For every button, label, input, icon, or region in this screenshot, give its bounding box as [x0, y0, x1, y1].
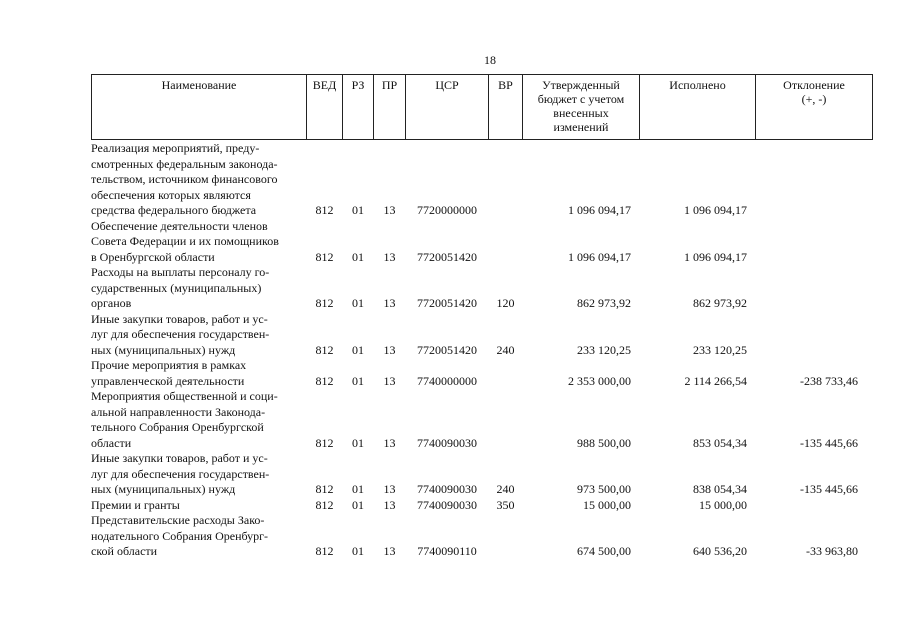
row-name-line: Совета Федерации и их помощников — [91, 234, 279, 248]
row-csr: 7740090030 — [417, 482, 477, 496]
row-pr: 13 — [383, 497, 396, 512]
header-vr: ВР — [488, 74, 523, 140]
row-csr: 7740090110 — [417, 544, 477, 558]
row-deviation: -33 963,80 — [806, 544, 858, 558]
row-name-line: Иные закупки товаров, работ и ус- — [91, 311, 268, 326]
row-rz: 01 — [352, 249, 364, 264]
row-name-line: ской области — [91, 544, 158, 558]
row-name-line: луг для обеспечения государствен- — [91, 466, 270, 481]
row-pr: 13 — [383, 249, 396, 264]
page-number: 18 — [484, 53, 496, 67]
row-deviation: -135 445,66 — [800, 435, 858, 450]
row-ved: 812 — [315, 544, 334, 558]
header-executed: Исполнено — [639, 74, 756, 140]
row-name-line: Премии и гранты — [91, 497, 180, 512]
row-name-line: обеспечения которых являются — [91, 187, 251, 202]
row-approved: 2 353 000,00 — [568, 373, 631, 388]
row-name — [91, 513, 313, 560]
header-pr: ПР — [373, 74, 406, 140]
row-pr: 13 — [383, 342, 396, 357]
row-deviation: -135 445,66 — [800, 482, 858, 496]
row-csr: 7720000000 — [417, 203, 477, 217]
row-ved: 812 — [315, 482, 334, 496]
row-ved: 812 — [315, 296, 334, 310]
row-approved: 973 500,00 — [577, 482, 631, 496]
row-name-line: альной направленности Законода- — [91, 404, 266, 419]
row-pr: 13 — [383, 203, 396, 217]
row-name-line: Представительские расходы Зако- — [91, 513, 265, 527]
row-rz: 01 — [352, 482, 364, 496]
row-csr: 7720051420 — [417, 296, 477, 310]
row-executed: 853 054,34 — [693, 435, 747, 450]
row-name-line: Реализация мероприятий, преду- — [91, 141, 260, 155]
row-name-line: смотренных федеральным законода- — [91, 156, 278, 171]
row-name-line: тельством, источником финансового — [91, 172, 278, 186]
row-approved: 674 500,00 — [577, 544, 631, 558]
row-name — [91, 141, 313, 219]
row-name-line: органов — [91, 296, 132, 310]
row-name-line: ных (муниципальных) нужд — [91, 342, 236, 357]
row-pr: 13 — [383, 482, 396, 496]
row-rz: 01 — [352, 544, 364, 558]
row-executed: 838 054,34 — [693, 482, 747, 496]
row-name-line: в Оренбургской области — [91, 249, 215, 264]
row-name-line: сударственных (муниципальных) — [91, 280, 262, 295]
row-executed: 640 536,20 — [693, 544, 747, 558]
row-deviation: -238 733,46 — [800, 373, 858, 388]
row-pr: 13 — [383, 296, 396, 310]
header-rz: РЗ — [342, 74, 374, 140]
row-approved: 1 096 094,17 — [568, 249, 631, 264]
row-name — [91, 451, 313, 498]
row-csr: 7740090030 — [417, 497, 477, 512]
row-name — [91, 358, 313, 389]
row-name — [91, 219, 313, 266]
row-ved: 812 — [315, 342, 334, 357]
row-name-line: Расходы на выплаты персоналу го- — [91, 265, 270, 279]
row-pr: 13 — [383, 373, 396, 388]
row-name — [91, 498, 313, 514]
header-name: Наименование — [91, 74, 307, 140]
row-ved: 812 — [315, 435, 334, 450]
row-executed: 233 120,25 — [693, 342, 747, 357]
header-deviation: Отклонение (+, -) — [755, 74, 873, 140]
row-name — [91, 312, 313, 359]
row-approved: 233 120,25 — [577, 342, 631, 357]
row-name-line: Иные закупки товаров, работ и ус- — [91, 451, 268, 465]
row-executed: 1 096 094,17 — [684, 249, 747, 264]
row-csr: 7720051420 — [417, 342, 477, 357]
row-name — [91, 265, 313, 312]
row-approved: 862 973,92 — [577, 296, 631, 310]
row-csr: 7720051420 — [417, 249, 477, 264]
row-name-line: Обеспечение деятельности членов — [91, 218, 268, 233]
row-name — [91, 389, 313, 451]
row-ved: 812 — [315, 497, 334, 512]
row-name-line: нодательного Собрания Оренбург- — [91, 528, 269, 543]
row-rz: 01 — [352, 497, 364, 512]
header-approved: Утвержденный бюджет с учетом внесенных изменений — [522, 74, 640, 140]
row-name-line: средства федерального бюджета — [91, 203, 257, 217]
row-name-line: тельного Собрания Оренбургской — [91, 420, 264, 434]
row-approved: 1 096 094,17 — [568, 203, 631, 217]
row-name-line: ных (муниципальных) нужд — [91, 482, 236, 496]
header-csr: ЦСР — [405, 74, 489, 140]
row-name-line: Прочие мероприятия в рамках — [91, 358, 247, 372]
row-name-line: управленческой деятельности — [91, 373, 245, 388]
row-csr: 7740090030 — [417, 435, 477, 450]
header-ved: ВЕД — [306, 74, 343, 140]
row-ved: 812 — [315, 203, 334, 217]
row-vr: 350 — [496, 497, 515, 512]
row-approved: 15 000,00 — [583, 497, 631, 512]
row-name-line: луг для обеспечения государствен- — [91, 327, 270, 341]
row-approved: 988 500,00 — [577, 435, 631, 450]
row-name-line: Мероприятия общественной и соци- — [91, 389, 278, 403]
row-vr: 240 — [496, 482, 515, 496]
row-executed: 862 973,92 — [693, 296, 747, 310]
row-ved: 812 — [315, 373, 334, 388]
row-executed: 15 000,00 — [699, 497, 747, 512]
row-vr: 120 — [496, 296, 515, 310]
row-vr: 240 — [496, 342, 515, 357]
row-rz: 01 — [352, 435, 364, 450]
row-name-line: области — [91, 435, 132, 450]
row-pr: 13 — [383, 544, 396, 558]
row-executed: 2 114 266,54 — [684, 373, 747, 388]
row-rz: 01 — [352, 296, 364, 310]
row-rz: 01 — [352, 373, 364, 388]
row-ved: 812 — [315, 249, 334, 264]
row-pr: 13 — [383, 435, 396, 450]
row-rz: 01 — [352, 342, 364, 357]
row-executed: 1 096 094,17 — [684, 203, 747, 217]
row-csr: 7740000000 — [417, 373, 477, 388]
row-rz: 01 — [352, 203, 364, 217]
